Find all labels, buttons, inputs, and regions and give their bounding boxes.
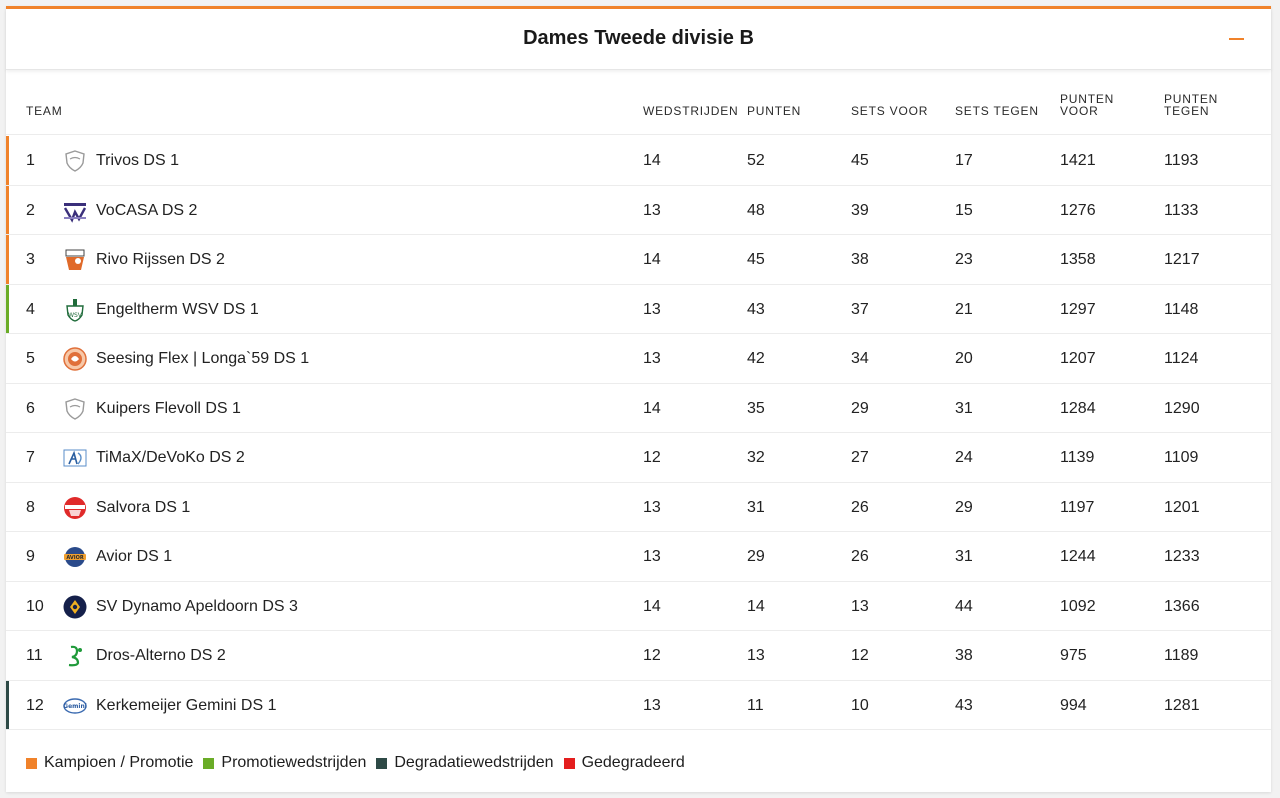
points-for: 1139 (1060, 449, 1095, 466)
points: 42 (747, 350, 765, 367)
points-against: 1281 (1164, 696, 1200, 714)
devoko-logo-icon (63, 446, 87, 470)
sets-for: 38 (851, 251, 869, 268)
column-header-points-for: PUNTEN VOOR (1060, 92, 1115, 118)
svg-text:WSV: WSV (68, 311, 82, 319)
points: 11 (747, 696, 764, 714)
sets-against: 44 (955, 597, 973, 615)
points-for: 1207 (1060, 350, 1096, 367)
table-row[interactable] (6, 334, 1271, 384)
sets-against: 23 (955, 251, 973, 268)
legend-swatch-icon (203, 758, 214, 769)
sets-for: 34 (851, 350, 869, 367)
standing-marker (6, 235, 9, 284)
table-row[interactable] (6, 384, 1271, 434)
standing-marker (6, 582, 9, 631)
points: 52 (747, 152, 765, 169)
sets-for: 29 (851, 399, 869, 417)
sets-for: 12 (851, 647, 869, 664)
legend-item (26, 754, 193, 772)
matches: 13 (643, 548, 661, 565)
matches: 13 (643, 498, 661, 516)
points: 35 (747, 399, 765, 417)
matches: 13 (643, 300, 661, 318)
sets-against: 17 (955, 152, 973, 169)
standing-marker (6, 681, 9, 730)
table-row[interactable] (6, 235, 1271, 285)
position: 12 (26, 696, 44, 714)
points-against: 1233 (1164, 548, 1200, 565)
position: 10 (26, 597, 44, 615)
standing-marker (6, 334, 9, 383)
minus-icon (1229, 38, 1244, 40)
column-header-team: TEAM (26, 104, 63, 118)
avior-logo-icon (63, 545, 87, 569)
points-for: 1244 (1060, 548, 1096, 565)
position: 4 (26, 300, 35, 318)
matches: 14 (643, 152, 661, 169)
sets-against: 20 (955, 350, 973, 367)
team-name[interactable]: Trivos DS 1 (96, 152, 179, 169)
position: 11 (26, 647, 43, 664)
table-row[interactable] (6, 433, 1271, 483)
position: 8 (26, 498, 35, 516)
points-for: 1276 (1060, 201, 1096, 219)
svg-text:AVIOR: AVIOR (66, 555, 84, 561)
column-header-sets-for: SETS VOOR (851, 104, 929, 118)
matches: 12 (643, 647, 661, 664)
table-row[interactable] (6, 681, 1271, 731)
standing-marker (6, 285, 9, 334)
points-for: 1197 (1060, 498, 1095, 516)
points: 32 (747, 449, 765, 466)
sets-against: 15 (955, 201, 973, 219)
points-for: 994 (1060, 696, 1087, 714)
sets-for: 26 (851, 498, 869, 516)
standing-marker (6, 384, 9, 433)
matches: 13 (643, 350, 661, 367)
points-against: 1109 (1164, 449, 1199, 466)
table-row[interactable] (6, 285, 1271, 335)
table-row[interactable] (6, 582, 1271, 632)
position: 6 (26, 399, 35, 417)
team-name[interactable]: Avior DS 1 (96, 548, 173, 565)
standing-marker (6, 483, 9, 532)
sets-against: 29 (955, 498, 973, 516)
legend (26, 753, 695, 773)
position: 5 (26, 350, 35, 367)
card-header[interactable] (6, 9, 1271, 70)
legend-item (376, 754, 553, 772)
points-against: 1201 (1164, 498, 1200, 516)
sets-for: 45 (851, 152, 869, 169)
sets-for: 26 (851, 548, 869, 565)
team-name[interactable]: TiMaX/DeVoKo DS 2 (96, 449, 245, 466)
standing-marker (6, 136, 9, 185)
points: 43 (747, 300, 765, 318)
salvora-logo-icon (63, 496, 87, 520)
standings-table-body (6, 136, 1271, 730)
sets-against: 24 (955, 449, 973, 466)
team-name[interactable]: Dros-Alterno DS 2 (96, 647, 226, 664)
points: 48 (747, 201, 765, 219)
legend-label: Degradatiewedstrijden (394, 754, 554, 771)
standing-marker (6, 186, 9, 235)
points: 29 (747, 548, 765, 565)
team-name[interactable]: VoCASA DS 2 (96, 201, 198, 219)
team-name[interactable]: Kerkemeijer Gemini DS 1 (96, 696, 277, 714)
points-for: 1284 (1060, 399, 1096, 417)
sets-against: 43 (955, 696, 973, 714)
position: 7 (26, 449, 35, 466)
wsv-logo-icon (63, 298, 87, 322)
legend-item (203, 754, 366, 772)
table-row[interactable] (6, 136, 1271, 186)
points-against: 1366 (1164, 597, 1200, 615)
points-against: 1217 (1164, 251, 1200, 268)
matches: 13 (643, 696, 661, 714)
collapse-button[interactable] (1227, 25, 1247, 49)
standing-marker (6, 631, 9, 680)
column-header-points-against: PUNTEN TEGEN (1164, 92, 1219, 118)
standing-marker (6, 532, 9, 581)
sets-for: 39 (851, 201, 869, 219)
standings-card (6, 6, 1271, 792)
sets-against: 31 (955, 399, 973, 417)
legend-swatch-icon (564, 758, 575, 769)
points-against: 1148 (1164, 300, 1199, 318)
legend-label: Gedegradeerd (581, 754, 685, 771)
matches: 12 (643, 449, 661, 466)
sets-for: 27 (851, 449, 869, 466)
rivo-logo-icon (63, 248, 87, 272)
legend-swatch-icon (26, 758, 37, 769)
team-name[interactable]: Salvora DS 1 (96, 498, 191, 516)
sets-for: 37 (851, 300, 869, 318)
longa-logo-icon (63, 347, 87, 371)
points-for: 1092 (1060, 597, 1096, 615)
table-header (6, 71, 1271, 135)
column-header-sets-against: SETS TEGEN (955, 104, 1039, 118)
vocasa-logo-icon (63, 199, 87, 223)
dros-logo-icon (63, 644, 87, 668)
table-row[interactable] (6, 631, 1271, 681)
page-title: Dames Tweede divisie B (523, 27, 754, 49)
table-row[interactable] (6, 186, 1271, 236)
column-header-matches: WEDSTRIJDEN (643, 104, 739, 118)
dynamo-logo-icon (63, 595, 87, 619)
position: 1 (26, 152, 35, 169)
points-against: 1189 (1164, 647, 1199, 664)
team-name[interactable]: Engeltherm WSV DS 1 (96, 300, 259, 318)
table-row[interactable] (6, 532, 1271, 582)
points-for: 975 (1060, 647, 1087, 664)
points: 13 (747, 647, 765, 664)
table-row[interactable] (6, 483, 1271, 533)
points-for: 1358 (1060, 251, 1096, 268)
matches: 14 (643, 251, 661, 268)
points-against: 1193 (1164, 152, 1199, 169)
sets-against: 31 (955, 548, 973, 565)
legend-swatch-icon (376, 758, 387, 769)
points-for: 1421 (1060, 152, 1096, 169)
column-header-points: PUNTEN (747, 104, 802, 118)
legend-label: Kampioen / Promotie (44, 754, 194, 771)
team-name[interactable]: Kuipers Flevoll DS 1 (96, 399, 241, 417)
matches: 13 (643, 201, 661, 219)
sets-for: 10 (851, 696, 869, 714)
team-name[interactable]: SV Dynamo Apeldoorn DS 3 (96, 597, 298, 615)
points-against: 1290 (1164, 399, 1200, 417)
points: 14 (747, 597, 765, 615)
sets-against: 21 (955, 300, 973, 318)
gemini-logo-icon (63, 694, 87, 718)
points-against: 1124 (1164, 350, 1199, 367)
sets-against: 38 (955, 647, 973, 664)
points: 31 (747, 498, 765, 516)
points: 45 (747, 251, 765, 268)
team-name[interactable]: Seesing Flex | Longa`59 DS 1 (96, 350, 310, 367)
position: 3 (26, 251, 35, 268)
standing-marker (6, 433, 9, 482)
matches: 14 (643, 399, 661, 417)
team-name[interactable]: Rivo Rijssen DS 2 (96, 251, 225, 268)
matches: 14 (643, 597, 661, 615)
position: 9 (26, 548, 35, 565)
shield-icon (63, 149, 87, 173)
position: 2 (26, 201, 35, 219)
sets-for: 13 (851, 597, 869, 615)
svg-text:Gemini: Gemini (63, 702, 87, 710)
points-for: 1297 (1060, 300, 1096, 318)
points-against: 1133 (1164, 201, 1199, 219)
legend-label: Promotiewedstrijden (221, 754, 367, 771)
legend-item (564, 754, 685, 772)
shield-icon (63, 397, 87, 421)
